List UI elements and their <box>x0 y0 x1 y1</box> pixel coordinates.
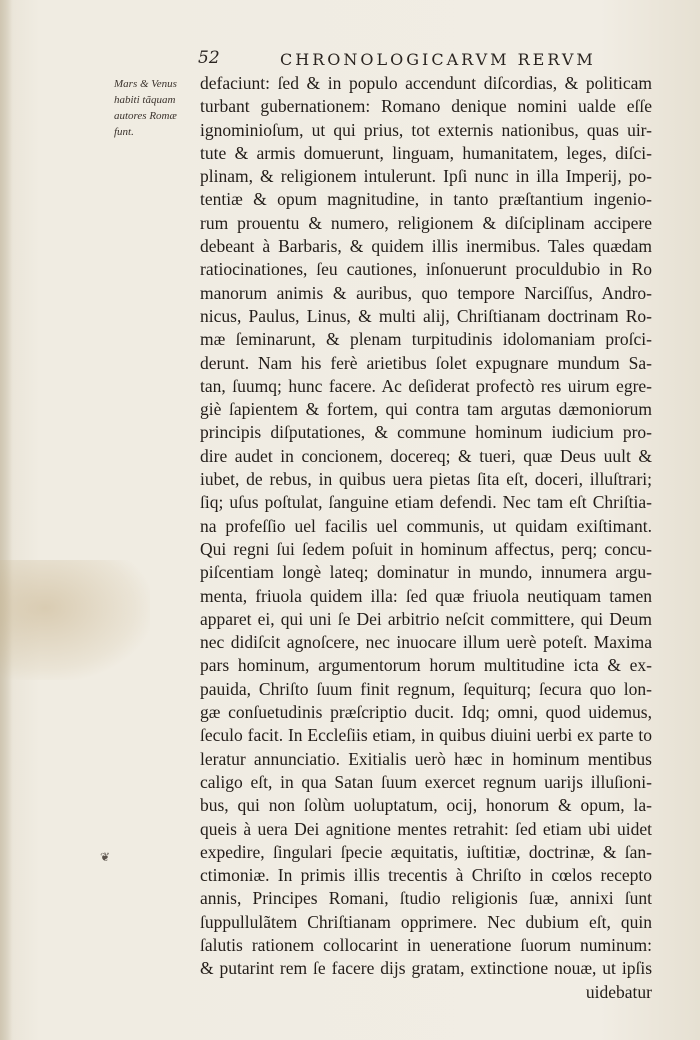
text-line: ſeculo facit. In Eccleſiis etiam, in quibus diuini uerbi ex parte to <box>200 725 652 746</box>
running-head: CHRONOLOGICARVM RERVM <box>280 50 596 69</box>
page-gutter-shadow <box>0 0 12 1040</box>
text-line: iubet, de rebus, in quibus uera pietas ſita eſt, doceri, illuſtrari; <box>200 469 652 490</box>
marginal-note-line: Mars & Venus <box>114 78 177 90</box>
text-line: queis à uera Dei agnitione mentes retrahit: ſed etiam ubi uidet <box>200 818 652 839</box>
text-line: leratur annunciatio. Exitialis uerò hæc in hominum mentibus <box>200 748 652 769</box>
text-line: menta, friuola quidem illa: ſed quæ friuola neutiquam tamen <box>200 585 652 606</box>
text-line: apparet ei, qui uni ſe Dei arbitrio neſcit committere, qui Deum <box>200 608 652 629</box>
text-line: annis, Principes Romani, ſtudio religionis ſuæ, annixi ſunt <box>200 888 652 909</box>
marginal-note <box>114 76 200 140</box>
text-line: pauida, Chriſto ſuum finit regnum, ſequiturq; ſecura quo lon- <box>200 678 652 699</box>
text-line: turbant gubernationem: Romano denique nomini ualde eſſe <box>200 96 652 117</box>
text-line: debeant à Barbaris, & quidem illis inermibus. Tales quædam <box>200 236 652 257</box>
text-line: giè ſapientem & fortem, qui contra tam argutas dæmoniorum <box>200 399 652 420</box>
text-line: dire audet in concionem, docereq; & tueri, quæ Deus uult & <box>200 445 652 466</box>
text-line: rum prouentu & numero, religionem & diſciplinam accipere <box>200 212 652 233</box>
text-line: derunt. Nam his ferè arietibus ſolet expugnare mundum Sa- <box>200 352 652 373</box>
text-line: expedire, ſingulari ſpecie æquitatis, iuſtitiæ, doctrinæ, & ſan- <box>200 841 652 862</box>
marginal-note-line: autores Romæ <box>114 110 177 122</box>
water-stain <box>0 560 150 680</box>
catchword: uidebatur <box>585 981 652 1002</box>
text-line: tentiæ & opum magnitudine, in tanto præſtantium ingenio- <box>200 189 652 210</box>
text-line: tute & armis domuerunt, linguam, humanitatem, leges, diſci- <box>200 142 652 163</box>
text-line: ſiq; uſus poſtulat, ſanguine etiam defendi. Nec tam eſt Chriſtia- <box>200 492 652 513</box>
text-line: bus, qui non ſolùm uoluptatum, ocij, honorum & opum, la- <box>200 795 652 816</box>
text-line: mæ ſeminarunt, & plenam turpitudinis idolomaniam proſci- <box>200 329 652 350</box>
text-line: nicus, Paulus, Linus, & multi alij, Chriſtianam doctrinam Ro- <box>200 305 652 326</box>
text-line: tan, ſuumq; hunc facere. Ac deſiderat profectò res uirum egre- <box>200 375 652 396</box>
text-line: ſalutis rationem collocarint in ueneratione ſuorum numinum: <box>200 934 652 955</box>
marginal-note-line: habiti tãquam <box>114 94 176 106</box>
text-line: Qui regni ſui ſedem poſuit in hominum affectus, perq; concu- <box>200 538 652 559</box>
text-line: pars hominum, argumentorum horum multitudine icta & ex- <box>200 655 652 676</box>
text-line: ignominioſum, ut qui prius, tot externis nationibus, quas uir- <box>200 119 652 140</box>
page-number: 52 <box>198 48 220 68</box>
text-line: na profeſſio uel facilis uel communis, ut quidam exiſtimant. <box>200 515 652 536</box>
text-line: caligo eſt, in qua Satan ſuum exercet regnum uarijs illuſioni- <box>200 771 652 792</box>
text-line: & putarint rem ſe facere dijs gratam, extinctione nouæ, ut ipſis <box>200 958 652 979</box>
text-line: gæ conſuetudinis præſcriptio ducit. Idq; omni, quod uidemus, <box>200 702 652 723</box>
text-line: ratiocinationes, ſeu cautiones, inſonuerunt proculdubio in Ro <box>200 259 652 280</box>
text-line: nec didiſcit agnoſcere, nec inuocare illum uerè poteſt. Maxima <box>200 632 652 653</box>
body-text <box>200 72 660 1004</box>
text-line: plinam, & religionem intulerunt. Ipſi nunc in illa Imperij, po- <box>200 166 652 187</box>
text-line: principis diſputationes, & commune hominum iudicium pro- <box>200 422 652 443</box>
text-line: piſcentiam longè lateq; dominatur in mundo, innumera argu- <box>200 562 652 583</box>
text-line: ctimoniæ. In primis illis trecentis à Chriſto in cœlos recepto <box>200 865 652 886</box>
text-line: defaciunt: ſed & in populo accendunt diſcordias, & politicam <box>200 73 652 93</box>
text-line: manorum animis & auribus, quo tempore Narciſſus, Andro- <box>200 282 652 303</box>
text-line: ſuppullulãtem Chriſtianam opprimere. Nec dubium eſt, quin <box>200 911 652 932</box>
marginal-note-line: funt. <box>114 126 134 138</box>
page-header <box>198 44 618 72</box>
ink-flourish-icon: ❦ <box>100 850 111 864</box>
